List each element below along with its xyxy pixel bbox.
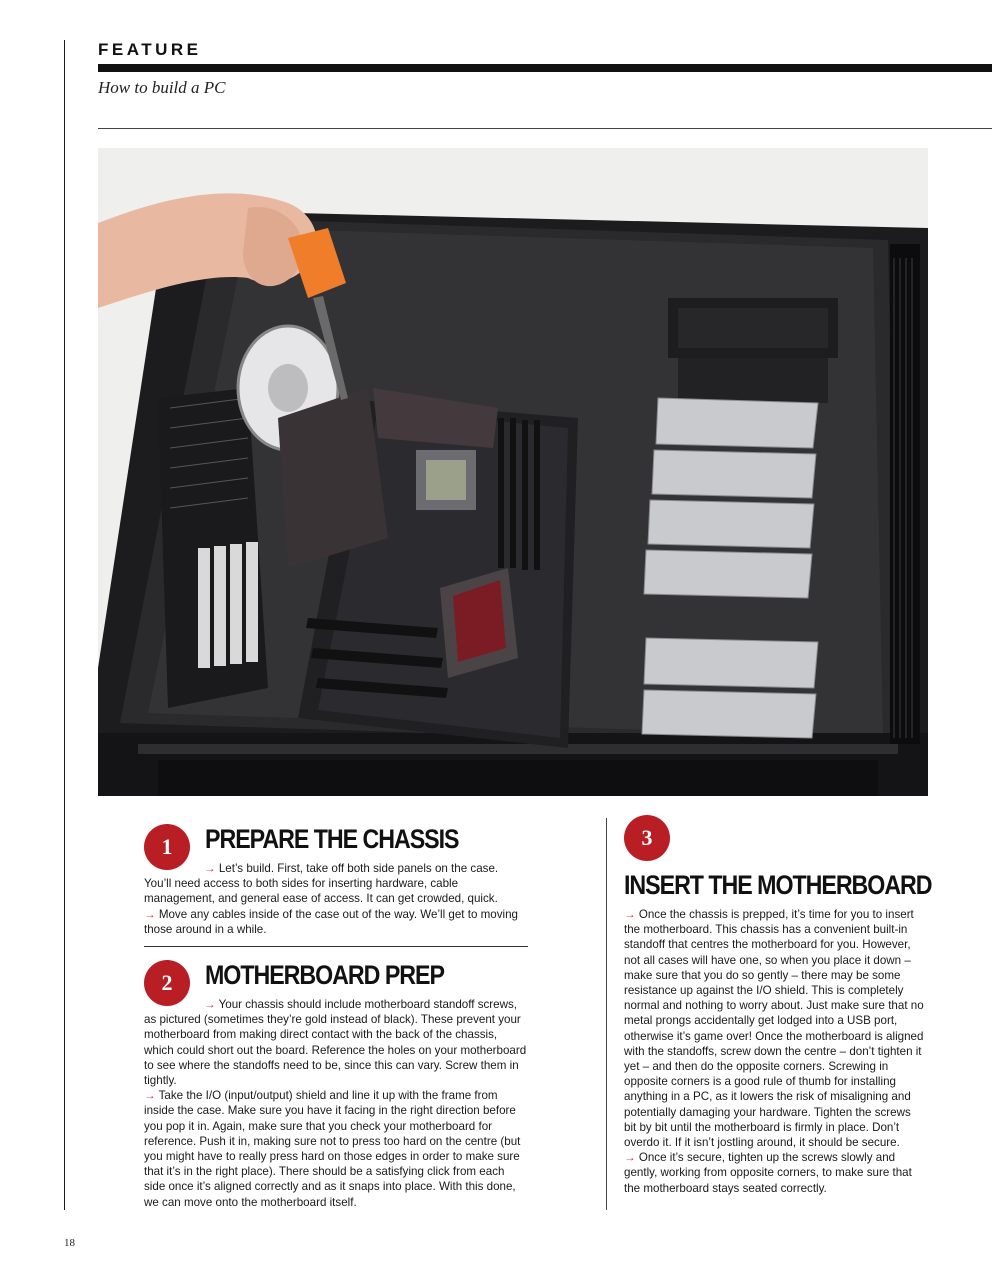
step-2-body [144, 997, 528, 1210]
header-rule [98, 64, 992, 72]
article-subtitle: How to build a PC [98, 78, 226, 97]
step-2-paragraph [144, 1088, 528, 1210]
paragraph-text: Your chassis should include motherboard standoff screws, as pictured (sometimes they’re gold instead of black). These prevent your motherboard from making direct contact with the back of the chassis, which could short out the board. Reference the holes on your motherboard to see where the standoffs need to be, since this can vary. Screw them in tightly. [144, 998, 527, 1088]
paragraph-text: Let’s build. First, take off both side panels on the case. You’ll need access to both sides for inserting hardware, cable management, and general ease of access. It can get crowded, quick. [144, 862, 499, 906]
paragraph-text: Once the chassis is prepped, it’s time for you to insert the motherboard. This chassis has a convenient built-in standoff that centres the motherboard for you. However, not all cases will have one, so when you place it down – make sure that you do so gently – there may be some resistance up against the I/O shield. This is completely normal and nothing to worry about. Just make sure that no metal prongs accidentally get lodged into a USB port, otherwise it’s game over! Once the motherboard is aligned with the standoffs, screw down the centre – don’t tighten it yet – and then do the opposite corners. Screwing in opposite corners is a good rule of thumb for installing anything in a PC, as it lowers the risk of misaligning and potentially damaging your hardware. Tighten the screws bit by bit until the motherboard is firmly in place. Don’t overdo it. If it isn’t jostling around, it should be secure. [624, 908, 924, 1150]
step-2-paragraph [144, 997, 528, 1088]
step-2-title: MOTHERBOARD PREP [205, 960, 444, 990]
column-rule [606, 818, 607, 1210]
pc-chassis-photo [98, 148, 928, 796]
arrow-icon: → [144, 907, 156, 921]
step-3-paragraph [624, 907, 924, 1150]
paragraph-text: Move any cables inside of the case out of the way. We’ll get to moving those around in a while. [144, 907, 518, 936]
paragraph-text: Once it’s secure, tighten up the screws slowly and gently, working from opposite corners, to make sure that the motherboard stays seated correctly. [624, 1151, 912, 1195]
step-3-paragraph [624, 1150, 924, 1196]
step-3-body [624, 907, 924, 1196]
subtitle-rule [98, 128, 992, 129]
step-number-badge: 2 [144, 960, 190, 1006]
arrow-icon: → [204, 862, 216, 875]
arrow-icon: → [624, 908, 636, 921]
step-1-title: PREPARE THE CHASSIS [205, 824, 459, 854]
step-1-paragraph [144, 907, 528, 937]
paragraph-text: Take the I/O (input/output) shield and line it up with the frame from inside the case. Make sure you have it facing in the right direction before you pop it in. Again, make sure that you check your motherboard for reference. Push it in, making sure not to press too hard on the centre (but you might have to really press hard on those edges in order to make sure that it’s in the right place). There should be a satisfying click from each side once it’s aligned correctly and as it snaps into place. With this done, we can move onto the motherboard itself. [144, 1089, 521, 1209]
step-3-title: INSERT THE MOTHERBOARD [624, 870, 932, 900]
step-1-body [144, 861, 528, 937]
section-divider [144, 946, 528, 947]
section-label: FEATURE [98, 40, 202, 59]
step-number-badge: 3 [624, 815, 670, 861]
arrow-icon: → [144, 1089, 156, 1103]
step-number-badge: 1 [144, 824, 190, 870]
arrow-icon: → [624, 1151, 636, 1165]
left-margin-rule [64, 40, 65, 1210]
arrow-icon: → [204, 998, 216, 1011]
step-1-paragraph [144, 861, 528, 907]
page-number: 18 [64, 1237, 75, 1249]
